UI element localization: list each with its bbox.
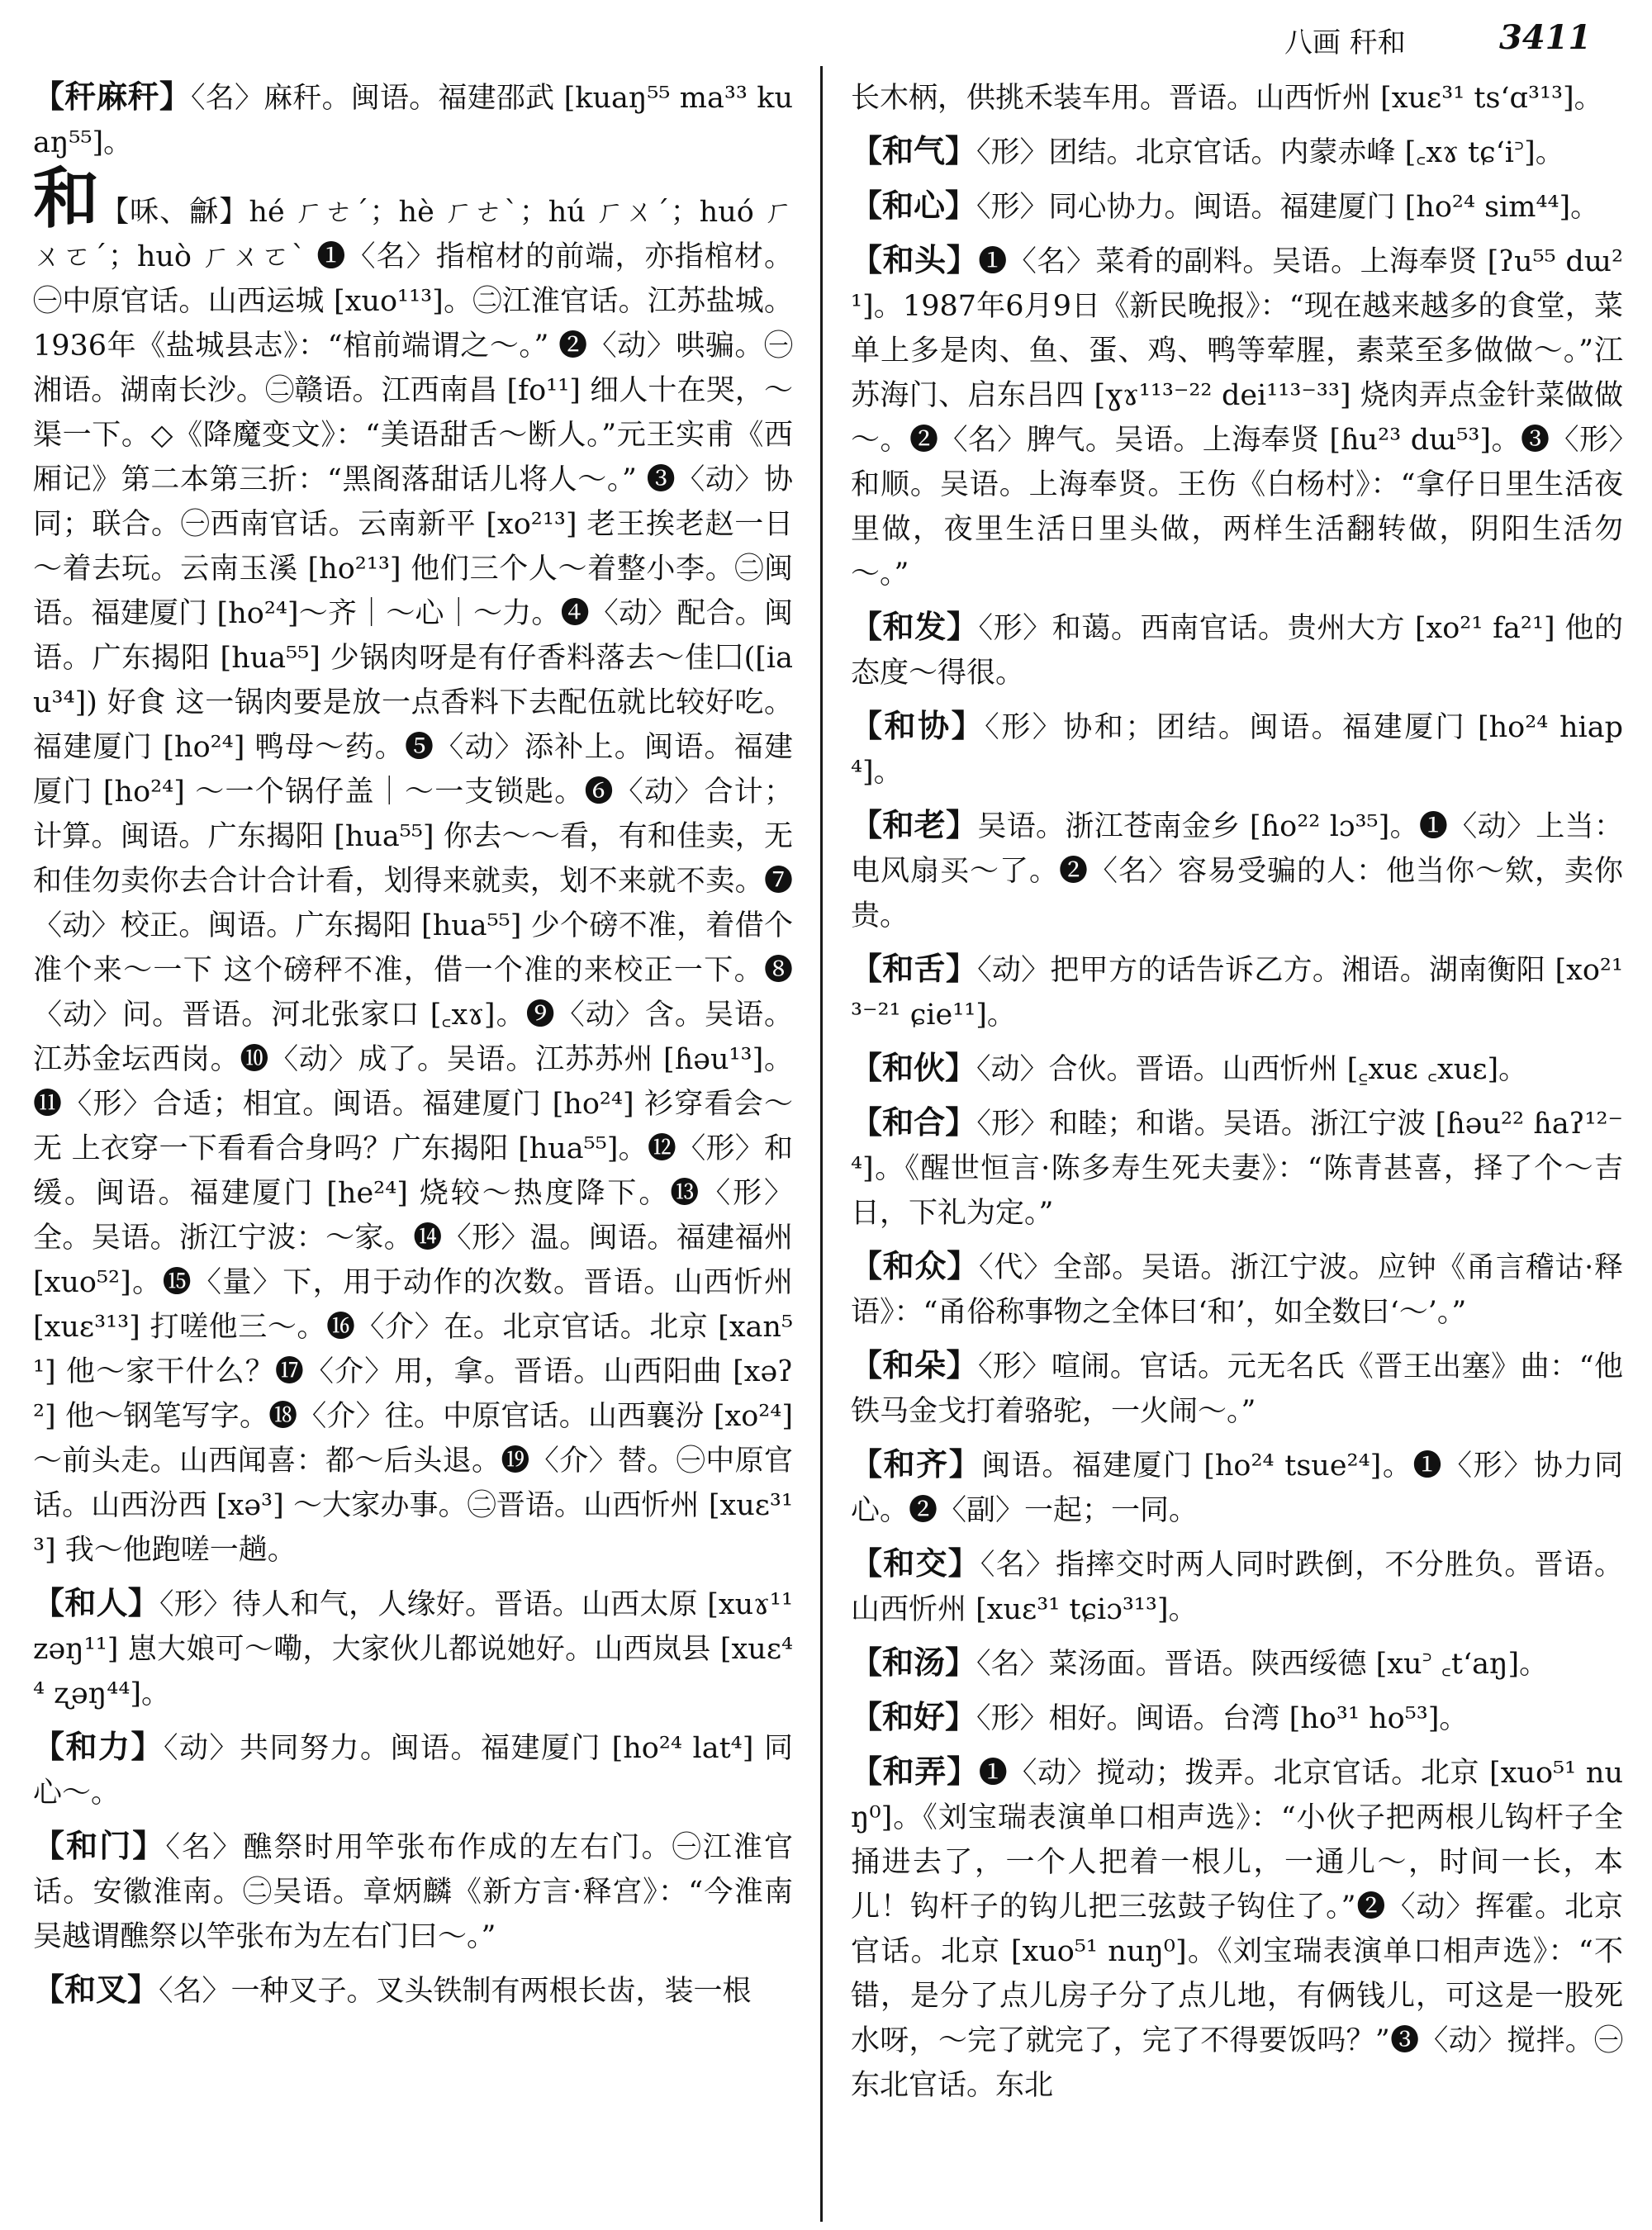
entry-headword: 【和交】 bbox=[851, 1544, 980, 1582]
dictionary-entry bbox=[851, 1046, 1623, 1092]
entry-body: 〈形〉相好。闽语。台湾 [ho³¹ ho⁵³]。 bbox=[976, 1702, 1469, 1735]
entry-body: 〈名〉一种叉子。叉头铁制有两根长齿，装一根 bbox=[159, 1975, 752, 2008]
dictionary-entry bbox=[851, 1695, 1623, 1741]
dictionary-entry bbox=[851, 1244, 1623, 1335]
entry-body: 闽语。福建厦门 [ho²⁴ tsue²⁴]。❶〈形〉协力同心。❷〈副〉一起；一同。 bbox=[851, 1450, 1623, 1527]
entry-headword: 【和力】 bbox=[33, 1728, 164, 1765]
entry-body: 〈动〉合伙。晋语。山西忻州 [꜁xuɛ ꜀xuɛ]。 bbox=[976, 1053, 1528, 1086]
dictionary-entry bbox=[851, 704, 1623, 795]
running-head: 八画 秆和 bbox=[1284, 26, 1406, 59]
dictionary-entry bbox=[851, 1541, 1623, 1632]
entry-body: 〈形〉喧闹。官话。元无名氏《晋王出塞》曲：“他铁马金戈打着骆驼，一火闹～。” bbox=[851, 1350, 1623, 1428]
entry-body: 〈名〉麻秆。闽语。福建邵武 [kuaŋ⁵⁵ ma³³ kuaŋ⁵⁵]。 bbox=[33, 82, 793, 159]
entry-headword: 【和头】 bbox=[851, 241, 979, 278]
dictionary-entry bbox=[851, 1640, 1623, 1687]
dictionary-entry bbox=[851, 803, 1623, 938]
entry-headword: 【和舌】 bbox=[851, 950, 978, 987]
entry-headword: 【和齐】 bbox=[851, 1445, 982, 1483]
entry-body: ❶〈名〉菜肴的副料。吴语。上海奉贤 [ʔu⁵⁵ dɯ²¹]。1987年6月9日《新民晚报》：“现在越来越多的食堂，菜单上多是肉、鱼、蛋、鸡、鸭等荤腥，素菜至多做做～。”江苏海门、启东吕四 [ɣɤ¹¹³⁻²² dei¹¹³⁻³³] 烧肉弄点金针菜做做～。❷〈名〉脾气。吴语。上海奉贤 [ɦu²³ dɯ⁵³]。❸〈形〉和顺。吴语。上海奉贤。王伤《白杨村》：“拿仔日里生活夜里做，夜里生活日里头做，两样生活翻转做，阴阳生活勿～。” bbox=[851, 245, 1623, 591]
entry-headword: 【和合】 bbox=[851, 1103, 977, 1141]
entry-body: 【咊、龢】hé ㄏㄜˊ；hè ㄏㄜˋ；hú ㄏㄨˊ；huó ㄏㄨㄛˊ；huò ㄏㄨㄛˋ ❶〈名〉指棺材的前端，亦指棺材。㊀中原官话。山西运城 [xuo¹¹³]。㊁江淮官话。江苏盐城。1936年《盐城县志》：“棺前端谓之～。” ❷〈动〉哄骗。㊀湘语。湖南长沙。㊁赣语。江西南昌 [fo¹¹] 细人十在哭，～渠一下。◇《降魔变文》：“美语甜舌～断人。”元王实甫《西厢记》第二本第三折：“黑阁落甜话儿将人～。” ❸〈动〉协同；联合。㊀西南官话。云南新平 [xo²¹³] 老王挨老赵一日～着去玩。云南玉溪 [ho²¹³] 他们三个人～着整小李。㊁闽语。福建厦门 [ho²⁴]～齐｜～心｜～力。❹〈动〉配合。闽语。广东揭阳 [hua⁵⁵] 少锅肉呀是有仔香料落去～佳囗([iau³⁴]) 好食 这一锅肉要是放一点香料下去配伍就比较好吃。福建厦门 [ho²⁴] 鸭母～药。❺〈动〉添补上。闽语。福建厦门 [ho²⁴] ～一个锅仔盖｜～一支锁匙。❻〈动〉合计；计算。闽语。广东揭阳 [hua⁵⁵] 你去～～看，有和佳卖，无和佳勿卖你去合计合计看，划得来就卖，划不来就不卖。❼〈动〉校正。闽语。广东揭阳 [hua⁵⁵] 少个磅不准，着借个准个来～一下 这个磅秤不准，借一个准的来校正一下。❽〈动〉问。晋语。河北张家口 [꜀xɤ]。❾〈动〉含。吴语。江苏金坛西岗。❿〈动〉成了。吴语。江苏苏州 [ɦəu¹³]。⓫〈形〉合适；相宜。闽语。福建厦门 [ho²⁴] 衫穿看会～无 上衣穿一下看看合身吗？广东揭阳 [hua⁵⁵]。⓬〈形〉和缓。闽语。福建厦门 [he²⁴] 烧较～热度降下。⓭〈形〉全。吴语。浙江宁波：～家。⓮〈形〉温。闽语。福建福州 [xuo⁵²]。⓯〈量〉下，用于动作的次数。晋语。山西忻州 [xuɛ³¹³] 打嗟他三～。⓰〈介〉在。北京官话。北京 [xan⁵¹] 他～家干什么？⓱〈介〉用，拿。晋语。山西阳曲 [xəʔ²] 他～钢笔写字。⓲〈介〉往。中原官话。山西襄汾 [xo²⁴] ～前头走。山西闻喜：都～后头退。⓳〈介〉替。㊀中原官话。山西汾西 [xə³] ～大家办事。㊁晋语。山西忻州 [xuɛ³¹³] 我～他跑嗟一趟。 bbox=[33, 196, 794, 1567]
entry-headword: 【和老】 bbox=[851, 806, 978, 843]
dictionary-entry bbox=[851, 238, 1623, 596]
entry-body: 吴语。浙江苍南金乡 [ɦo²² lɔ³⁵]。❶〈动〉上当：电风扇买～了。❷〈名〉容易受骗的人：他当你～欸，卖你贵。 bbox=[851, 810, 1623, 932]
entry-body: 〈动〉共同努力。闽语。福建厦门 [ho²⁴ lat⁴] 同心～。 bbox=[33, 1732, 793, 1810]
dictionary-entry bbox=[851, 1343, 1623, 1434]
entry-body: 〈形〉同心协力。闽语。福建厦门 [ho²⁴ sim⁴⁴]。 bbox=[976, 191, 1600, 224]
entry-headword: 【和众】 bbox=[851, 1247, 979, 1284]
entry-body: 〈名〉指摔交时两人同时跌倒，不分胜负。晋语。山西忻州 [xuɛ³¹ tɕiɔ³¹³]。 bbox=[851, 1549, 1623, 1626]
column-divider bbox=[820, 66, 823, 2222]
dictionary-entry bbox=[851, 183, 1623, 230]
entry-headword: 【和弄】 bbox=[851, 1753, 979, 1790]
entry-body: 〈代〉全部。吴语。浙江宁波。应钟《甬言稽诂·释语》：“甬俗称事物之全体曰‘和’，如全数曰‘～’。” bbox=[851, 1251, 1623, 1329]
entry-body: 〈形〉协和；团结。闽语。福建厦门 [ho²⁴ hiap⁴]。 bbox=[851, 711, 1623, 789]
entry-headword: 【和心】 bbox=[851, 187, 977, 224]
entry-headword: 【和人】 bbox=[33, 1584, 159, 1621]
dictionary-entry bbox=[33, 1967, 793, 2014]
entry-body: 〈动〉把甲方的话告诉乙方。湘语。湖南衡阳 [xo²¹³⁻²¹ ɕie¹¹]。 bbox=[851, 954, 1623, 1032]
entry-body: ❶〈动〉搅动；拨弄。北京官话。北京 [xuo⁵¹ nuŋ⁰]。《刘宝瑞表演单口相声选》：“小伙子把两根儿钩杆子全捅进去了，一个人把着一根儿，一通儿～，时间一长，本儿！钩杆子的钩儿把三弦鼓子钩住了。”❷〈动〉挥霍。北京官话。北京 [xuo⁵¹ nuŋ⁰]。《刘宝瑞表演单口相声选》：“不错，是分了点儿房子分了点儿地，有俩钱儿，可这是一股死水呀，～完了就完了，完了不得要饭吗？”❸〈动〉搅拌。㊀东北官话。东北 bbox=[851, 1757, 1623, 2102]
entry-headword: 【和朵】 bbox=[851, 1346, 978, 1383]
page-number: 3411 bbox=[1499, 18, 1592, 57]
page-header bbox=[0, 0, 1652, 58]
entry-headword: 【和汤】 bbox=[851, 1644, 977, 1681]
dictionary-entry bbox=[33, 1581, 793, 1716]
dictionary-entry bbox=[851, 947, 1623, 1037]
entry-headword: 【和门】 bbox=[33, 1827, 166, 1864]
entry-headword: 【和气】 bbox=[851, 132, 977, 169]
entry-body: 〈形〉待人和气，人缘好。晋语。山西太原 [xuɤ¹¹ zəŋ¹¹] 崽大娘可～嘞，大家伙儿都说她好。山西岚县 [xuɛ⁴⁴ ʐəŋ⁴⁴]。 bbox=[33, 1588, 793, 1710]
right-column bbox=[851, 74, 1623, 2116]
dictionary-entry bbox=[33, 159, 794, 1573]
dictionary-entry bbox=[851, 74, 1623, 121]
entry-headword: 【秆麻秆】 bbox=[33, 78, 192, 115]
entry-headword: 【和协】 bbox=[851, 707, 985, 744]
dictionary-entry bbox=[851, 1100, 1623, 1236]
entry-headword: 【和好】 bbox=[851, 1698, 977, 1735]
dictionary-entry bbox=[33, 74, 793, 165]
entry-body: 〈名〉醮祭时用竿张布作成的左右门。㊀江淮官话。安徽淮南。㊁吴语。章炳麟《新方言·释宫》：“今淮南吴越谓醮祭以竿张布为左右门曰～。” bbox=[33, 1831, 793, 1953]
entry-body: 〈形〉团结。北京官话。内蒙赤峰 [꜀xɤ tɕʻi꜄]。 bbox=[976, 136, 1564, 169]
dictionary-entry bbox=[33, 1725, 793, 1815]
entry-body: 〈形〉和睦；和谐。吴语。浙江宁波 [ɦəu²² ɦaʔ¹²⁻⁴]。《醒世恒言·陈多寿生死夫妻》：“陈青甚喜，择了个～吉日，下礼为定。” bbox=[851, 1108, 1623, 1230]
left-column bbox=[33, 74, 793, 2022]
entry-headword: 【和发】 bbox=[851, 608, 979, 645]
entry-headword: 和 bbox=[33, 159, 101, 237]
dictionary-entry bbox=[851, 1749, 1623, 2108]
entry-headword: 【和伙】 bbox=[851, 1049, 977, 1086]
dictionary-entry bbox=[851, 1442, 1623, 1533]
entry-headword: 【和叉】 bbox=[33, 1971, 159, 2008]
entry-body: 〈名〉菜汤面。晋语。陕西绥德 [xu꜄ ꜀tʻaŋ]。 bbox=[976, 1648, 1549, 1681]
entry-body: 〈形〉和蔼。西南官话。贵州大方 [xo²¹ fa²¹] 他的态度～得很。 bbox=[851, 612, 1623, 690]
entry-body: 长木柄，供挑禾装车用。晋语。山西忻州 [xuɛ³¹ tsʻɑ³¹³]。 bbox=[851, 82, 1603, 115]
dictionary-entry bbox=[851, 605, 1623, 695]
dictionary-entry bbox=[33, 1824, 793, 1959]
dictionary-entry bbox=[851, 129, 1623, 175]
